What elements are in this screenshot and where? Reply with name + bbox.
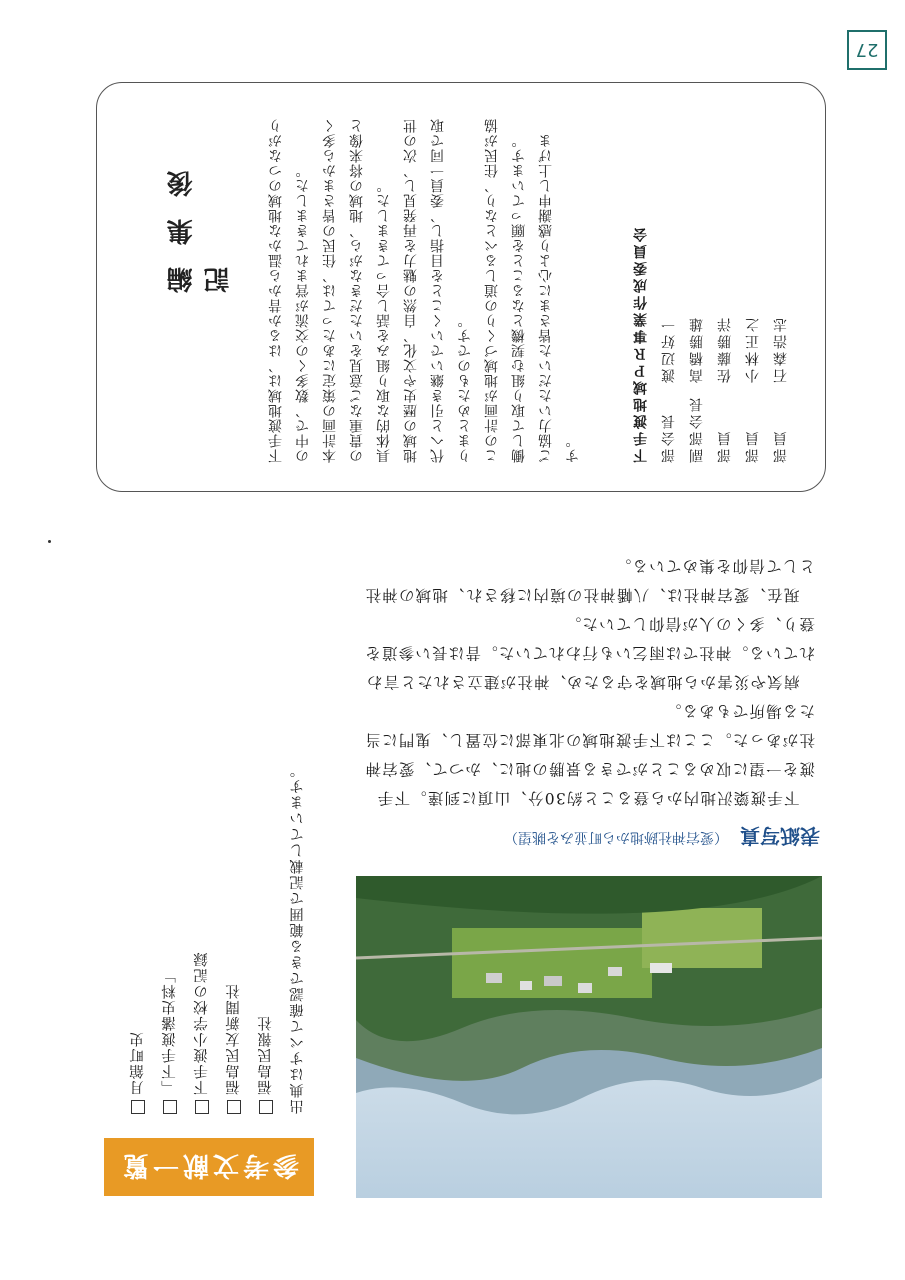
reference-item: 福島民友新聞社 <box>218 526 250 1114</box>
landscape-photo <box>356 876 822 1198</box>
editor-note-title: 編集後記 <box>167 149 234 293</box>
editor-note-body <box>263 113 587 463</box>
references-list <box>118 520 318 1120</box>
reference-item: 福島民報社 <box>250 526 282 1114</box>
reference-item: 下手渡小学校の記録 <box>186 526 218 1114</box>
member-row: 部員小林正之 <box>745 315 761 463</box>
checkbox-icon <box>131 1100 145 1114</box>
reference-item: 月舘町史 <box>122 526 154 1114</box>
cover-paragraph: 下手渡簗沢地内から登ること約30分、山頂に到達。下手渡を一望に収めることができる景勝の地に、かつて、愛宕神社があった。ここは下手渡地域の北東部に位置し、鬼門に当たる場所でもある。 <box>364 702 815 807</box>
editor-paragraph: 地域の歴史や文化、自然の魅力を再発見し、次の世代へと引き継いでいくことを目指し、委員一同で取りまとめたものです。 <box>403 118 473 463</box>
cover-description <box>360 557 815 812</box>
references-title: 参考文献一覧 <box>118 1149 299 1180</box>
editor-note-panel <box>96 82 826 492</box>
stray-dot <box>48 540 51 543</box>
references-note: 出典はすべて確認できる範囲で記載しています。 <box>290 762 306 1114</box>
village-landscape-image <box>356 876 822 1198</box>
editor-paragraph: この計画が地域づくりの道しるべとなり、住民が協働して取り組む契機となることを願っています。 <box>484 118 527 463</box>
checkbox-icon <box>163 1100 177 1114</box>
member-row: 部員佐藤勝洋 <box>717 315 733 463</box>
reference-item: 「下手渡藩史料」 <box>154 526 186 1114</box>
committee-heading: 下手渡地域ＰＲ事業作成委員会 <box>633 225 649 463</box>
page-number: 27 <box>847 30 887 70</box>
editor-paragraph: ご協力いただいた皆さまに心より感謝申し上げます。 <box>538 133 581 463</box>
editor-paragraph: 本計画の策定にあたっては、住民の皆さまから多くの貴重なご意見をいただきながら、地域の将来像と具体的な取り組みを話し合ってきました。 <box>322 118 392 463</box>
checkbox-icon <box>227 1100 241 1114</box>
cover-paragraph: 病気や災害から地域を守るため、神社が建立されたと言われている。神社では雨乞いも行われていた。昔は長い参道を登り、多くの人が信仰していた。 <box>364 615 815 691</box>
member-row: 副部会長高橋勝雄 <box>689 315 705 463</box>
cover-paragraph: 現在、愛宕神社は、八幡神社の境内に移され、地域の神社として信仰を集めている。 <box>364 557 815 604</box>
checkbox-icon <box>195 1100 209 1114</box>
cover-photo-subtitle: （愛宕神社跡地から町並みを眺望） <box>504 829 728 845</box>
member-row: 部員石森浩志 <box>773 315 789 463</box>
references-banner <box>104 1138 314 1196</box>
member-row: 部会長渡辺好一 <box>661 315 677 463</box>
editor-paragraph: 下手渡地域は、はるか昔から温かな地域のつながりの中で、数多くの交流が営まれてきました。 <box>268 118 311 463</box>
cover-photo-title: 表紙写真 <box>740 824 820 849</box>
cover-photo-heading <box>420 818 820 858</box>
committee-members <box>627 111 795 463</box>
checkbox-icon <box>259 1100 273 1114</box>
